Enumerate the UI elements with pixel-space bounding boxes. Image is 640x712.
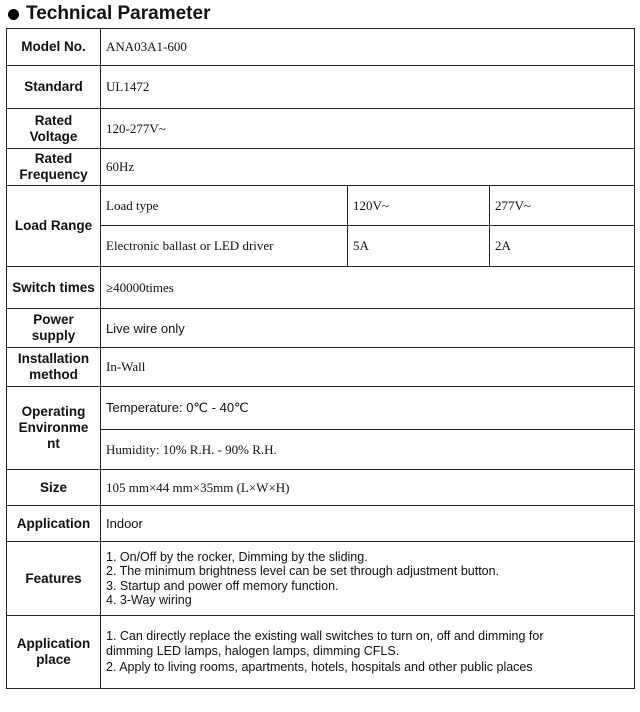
label-model-no: Model No. xyxy=(7,29,101,66)
row-size xyxy=(7,470,635,506)
label-rated-frequency: Rated Frequency xyxy=(7,149,101,186)
label-installation-method: Installation method xyxy=(7,348,101,387)
load-120v-header: 120V~ xyxy=(348,186,490,226)
value-size: 105 mm×44 mm×35mm (L×W×H) xyxy=(101,470,635,506)
row-load-range-header xyxy=(7,186,635,226)
load-120v-value: 5A xyxy=(348,226,490,267)
label-size: Size xyxy=(7,470,101,506)
value-features xyxy=(101,542,635,616)
value-application: Indoor xyxy=(101,506,635,542)
value-model-no: ANA03A1-600 xyxy=(101,29,635,66)
label-application: Application xyxy=(7,506,101,542)
row-operating-humidity xyxy=(7,430,635,470)
label-application-place: Application place xyxy=(7,616,101,689)
feature-item: 1. On/Off by the rocker, Dimming by the sliding. xyxy=(106,549,368,564)
label-power-supply: Power supply xyxy=(7,309,101,348)
feature-item: 4. 3-Way wiring xyxy=(106,593,192,607)
row-operating-temperature xyxy=(7,387,635,430)
load-type-value: Electronic ballast or LED driver xyxy=(101,226,348,267)
row-application-place xyxy=(7,616,635,689)
value-standard: UL1472 xyxy=(101,66,635,109)
row-model-no xyxy=(7,29,635,66)
label-operating-environment: Operating Environme nt xyxy=(7,387,101,470)
row-features xyxy=(7,542,635,616)
label-load-range: Load Range xyxy=(7,186,101,267)
application-place-line: 2. Apply to living rooms, apartments, hotels, hospitals and other public places xyxy=(106,659,533,674)
value-application-place xyxy=(101,616,635,689)
row-power-supply xyxy=(7,309,635,348)
row-rated-frequency xyxy=(7,149,635,186)
value-installation-method: In-Wall xyxy=(101,348,635,387)
row-switch-times xyxy=(7,267,635,309)
label-features: Features xyxy=(7,542,101,616)
load-277v-header: 277V~ xyxy=(490,186,635,226)
feature-item: 3. Startup and power off memory function. xyxy=(106,578,339,593)
value-temperature: Temperature: 0℃ - 40℃ xyxy=(101,387,635,430)
spec-table xyxy=(6,28,635,689)
section-heading xyxy=(6,2,210,26)
row-rated-voltage xyxy=(7,109,635,149)
application-place-line: 1. Can directly replace the existing wall switches to turn on, off and dimming for xyxy=(106,628,544,643)
value-power-supply: Live wire only xyxy=(101,309,635,348)
value-rated-voltage: 120-277V~ xyxy=(101,109,635,149)
label-switch-times: Switch times xyxy=(7,267,101,309)
row-installation-method xyxy=(7,348,635,387)
section-title: Technical Parameter xyxy=(26,3,211,24)
feature-item: 2. The minimum brightness level can be set through adjustment button. xyxy=(106,564,500,578)
application-place-line: dimming LED lamps, halogen lamps, dimming CFLS. xyxy=(106,644,400,659)
row-load-range-values xyxy=(7,226,635,267)
row-standard xyxy=(7,66,635,109)
row-application xyxy=(7,506,635,542)
value-humidity: Humidity: 10% R.H. - 90% R.H. xyxy=(101,430,635,470)
load-type-header: Load type xyxy=(101,186,348,226)
label-rated-voltage: Rated Voltage xyxy=(7,109,101,149)
label-standard: Standard xyxy=(7,66,101,109)
value-rated-frequency: 60Hz xyxy=(101,149,635,186)
value-switch-times: ≥40000times xyxy=(101,267,635,309)
bullet-icon xyxy=(8,9,19,20)
load-277v-value: 2A xyxy=(490,226,635,267)
